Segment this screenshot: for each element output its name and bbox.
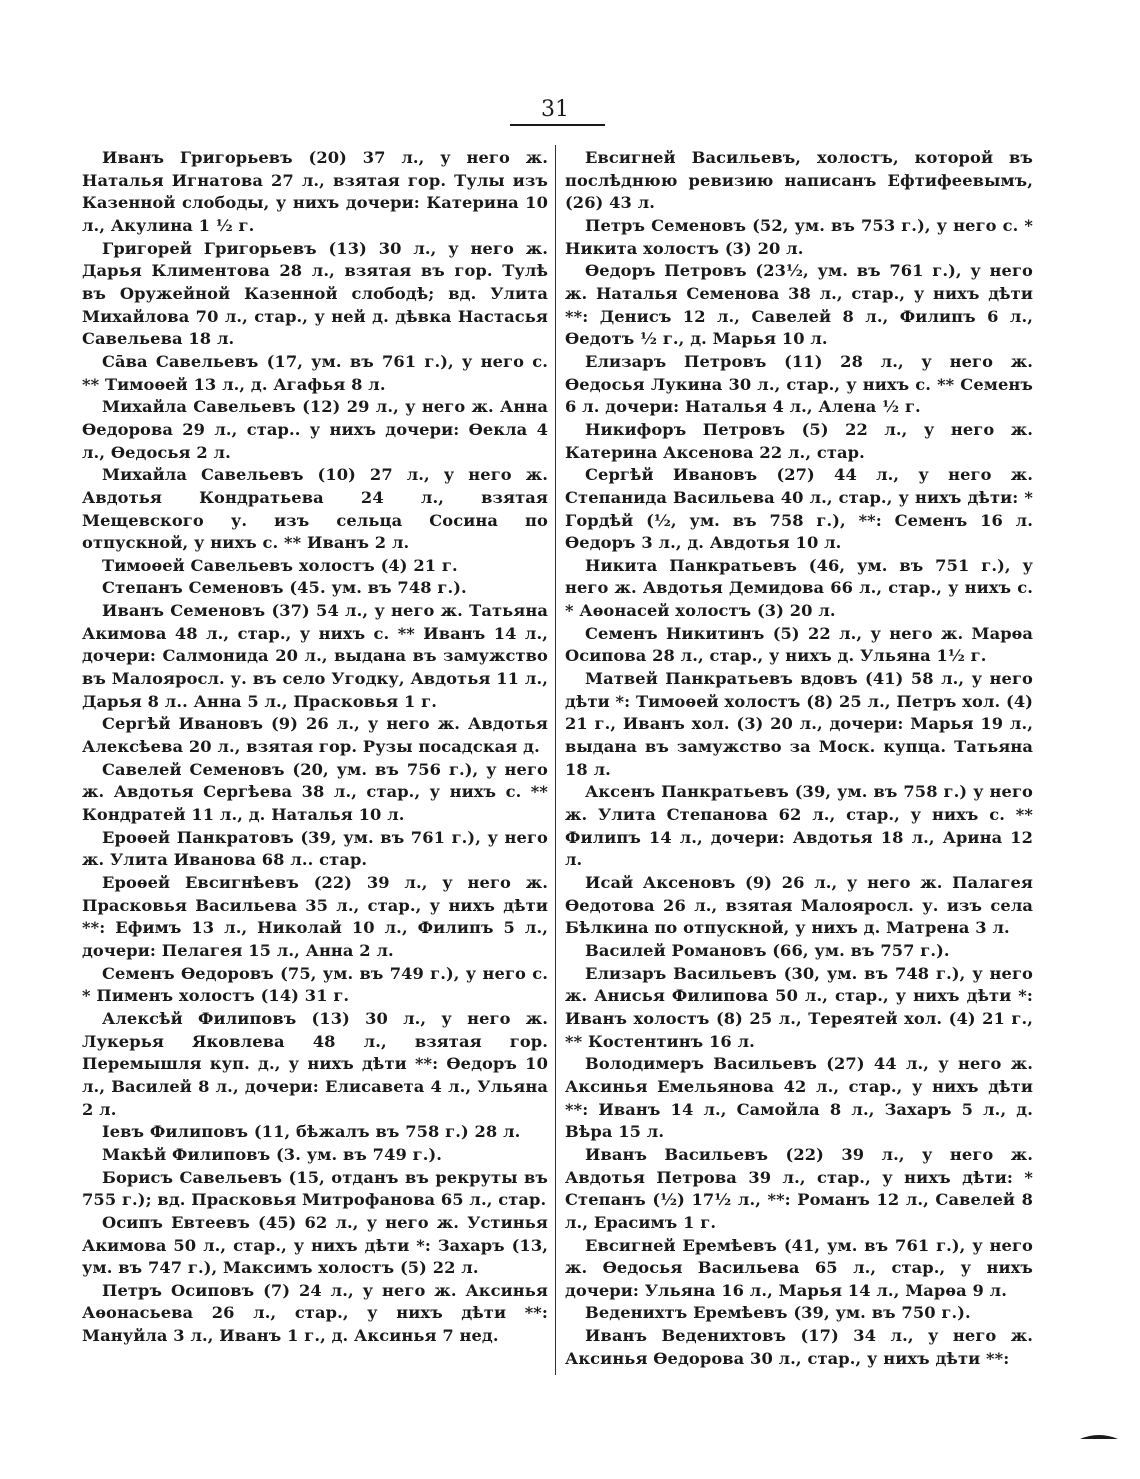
census-entry: Никита Панкратьевъ (46, ум. въ 751 г.), у него ж. Авдотья Демидова 66 л., стар., у нихъ с. * Аѳонасей холостъ (3) 20 л. [565,555,1033,621]
census-entry: Ѳедоръ Петровъ (23½, ум. въ 761 г.), у него ж. Наталья Семенова 38 л., стар., у нихъ дѣти **: Денисъ 12 л., Савелей 8 л., Филипъ 6 л., Ѳедотъ ½ г., д. Марья 10 л. [565,261,1033,349]
end-ornament-icon [1080,1433,1118,1441]
census-entry: Михайла Савельевъ (10) 27 л., у него ж. Авдотья Кондратьева 24 л., взятая Мещевского у. изъ сельца Сосина по отпускной, у нихъ с. ** Иванъ 2 л. [82,465,548,553]
census-entry: Евсигней Васильевъ, холостъ, которой въ послѣднюю ревизию написанъ Ефтифеевымъ, (26) 43 л. [565,148,1033,213]
right-column [565,147,1033,1370]
census-entry: Никифоръ Петровъ (5) 22 л., у него ж. Катерина Аксенова 22 л., стар. [565,419,1033,462]
census-entry: Иванъ Веденихтовъ (17) 34 л., у него ж. Аксинья Ѳедорова 30 л., стар., у нихъ дѣти **: [565,1326,1033,1368]
census-entry: Ероѳей Евсигнѣевъ (22) 39 л., у него ж. Прасковья Васильева 35 л., стар., у нихъ дѣти **: Ефимъ 13 л., Николай 10 л., Филипъ 5 л., дочери: Пелагея 15 л., Анна 2 л. [82,873,548,960]
column-divider [555,145,556,1375]
census-entry: Иванъ Васильевъ (22) 39 л., у него ж. Авдотья Петрова 39 л., стар., у нихъ дѣти: * Степанъ (½) 17½ л., **: Романъ 12 л., Савелей 8 л., Ерасимъ 1 г. [565,1144,1033,1232]
census-entry: Петръ Осиповъ (7) 24 л., у него ж. Аксинья Аѳонасьева 26 л., стар., у нихъ дѣти **: Мануйла 3 л., Иванъ 1 г., д. Аксинья 7 нед. [82,1280,548,1346]
census-entry: Веденихтъ Еремѣевъ (39, ум. въ 750 г.). [585,1303,971,1323]
census-entry: Iевъ Филиповъ (11, бѣжалъ въ 758 г.) 28 л. [102,1122,521,1142]
header-rule [510,124,605,126]
census-entry: Борисъ Савельевъ (15, отданъ въ рекруты въ 755 г.); вд. Прасковья Митрофанова 65 л., стар. [82,1167,548,1210]
census-entry: Степанъ Семеновъ (45. ум. въ 748 г.). [102,578,467,598]
census-entry: Сергѣй Ивановъ (27) 44 л., у него ж. Степанида Васильева 40 л., стар., у нихъ дѣти: * Гордѣй (½, ум. въ 758 г.), **: Семенъ 16 л. Ѳедоръ 3 л., д. Авдотья 10 л. [565,465,1033,553]
census-entry: Василей Романовъ (66, ум. въ 757 г.). [585,940,950,960]
census-entry: Евсигней Еремѣевъ (41, ум. въ 761 г.), у него ж. Ѳедосья Васильева 65 л., стар., у нихъ дочери: Ульяна 16 л., Марья 14 л., Марѳа 9 л. [565,1235,1033,1300]
census-entry: Тимоѳей Савельевъ холостъ (4) 21 г. [102,555,458,575]
page-number: 31 [541,97,569,122]
census-entry: Петръ Семеновъ (52, ум. въ 753 г.), у него с. * Никита холостъ (3) 20 л. [565,215,1033,258]
census-entry: Аксенъ Панкратьевъ (39, ум. въ 758 г.) у него ж. Улита Степанова 62 л., стар., у нихъ с. ** Филипъ 14 л., дочери: Авдотья 18 л., Арина 12 л. [565,782,1033,870]
census-entry: Володимеръ Васильевъ (27) 44 л., у него ж. Аксинья Емельянова 42 л., стар., у нихъ дѣти **: Иванъ 14 л., Самойла 8 л., Захаръ 5 л., д. Вѣра 15 л. [565,1054,1033,1142]
census-entry: Иванъ Семеновъ (37) 54 л., у него ж. Татьяна Акимова 48 л., стар., у нихъ с. ** Иванъ 14 л., дочери: Салмонида 20 л., выдана въ замужство въ Малояросл. у. въ село Угодку, Авдотья 11 л., Дарья 8 л.. Анна 5 л., Прасковья 1 г. [82,601,548,711]
census-entry: Макѣй Филиповъ (3. ум. въ 749 г.). [102,1144,443,1164]
census-entry: Осипъ Евтеевъ (45) 62 л., у него ж. Устинья Акимова 50 л., стар., у нихъ дѣти *: Захаръ (13, ум. въ 747 г.), Максимъ холостъ (5) 22 л. [82,1212,548,1278]
census-entry: Григорей Григорьевъ (13) 30 л., у него ж. Дарья Климентова 28 л., взятая въ гор. Тулѣ въ Оружейной Казенной слободѣ; вд. Улита Михайлова 70 л., стар., у ней д. дѣвка Настасья Савельева 18 л. [82,238,548,349]
census-entry: Сергѣй Ивановъ (9) 26 л., у него ж. Авдотья Алексѣева 20 л., взятая гор. Рузы посадская д. [82,714,548,757]
census-entry: Савелей Семеновъ (20, ум. въ 756 г.), у него ж. Авдотья Сергѣева 38 л., стар., у нихъ с. ** Кондратей 11 л., д. Наталья 10 л. [82,759,548,825]
census-entry: Иванъ Григорьевъ (20) 37 л., у него ж. Наталья Игнатова 27 л., взятая гор. Тулы изъ Казенной слободы, у нихъ дочери: Катерина 10 л., Акулина 1 ½ г. [82,148,548,235]
census-entry: Матвей Панкратьевъ вдовъ (41) 58 л., у него дѣти *: Тимоѳей холостъ (8) 25 л., Петръ хол. (4) 21 г., Иванъ хол. (3) 20 л., дочери: Марья 19 л., выдана въ замужство за Моск. купца. Татьяна 18 л. [565,669,1034,779]
census-entry: Алексѣй Филиповъ (13) 30 л., у него ж. Лукерья Яковлева 48 л., взятая гор. Перемышля куп. д., у нихъ дѣти **: Ѳедоръ 10 л., Василей 8 л., дочери: Елисавета 4 л., Ульяна 2 л. [82,1008,548,1119]
census-entry: Семенъ Никитинъ (5) 22 л., у него ж. Марѳа Осипова 28 л., стар., у нихъ д. Ульяна 1½ г. [565,623,1033,666]
left-column [82,147,548,1348]
census-entry: Елизаръ Петровъ (11) 28 л., у него ж. Ѳедосья Лукина 30 л., стар., у нихъ с. ** Семенъ 6 л. дочери: Наталья 4 л., Алена ½ г. [565,351,1033,417]
census-entry: Семенъ Ѳедоровъ (75, ум. въ 749 г.), у него с. * Пименъ холостъ (14) 31 г. [82,963,548,1006]
census-entry: Исай Аксеновъ (9) 26 л., у него ж. Палагея Ѳедотова 26 л., взятая Малояросл. у. изъ села Бѣлкина по отпускной, у нихъ д. Матрена 3 л. [565,873,1033,938]
census-entry: Елизаръ Васильевъ (30, ум. въ 748 г.), у него ж. Анисья Филипова 50 л., стар., у нихъ дѣти *: Иванъ холостъ (8) 25 л., Тереятей хол. (4) 21 г., ** Костентинъ 16 л. [565,963,1033,1051]
census-entry: Сāва Савельевъ (17, ум. въ 761 г.), у него с. ** Тимоѳей 13 л., д. Агафья 8 л. [82,351,548,394]
census-entry: Ероѳей Панкратовъ (39, ум. въ 761 г.), у него ж. Улита Иванова 68 л.. стар. [82,827,548,870]
census-entry: Михайла Савельевъ (12) 29 л., у него ж. Анна Ѳедорова 29 л., стар.. у нихъ дочери: Ѳекла 4 л., Ѳедосья 2 л. [82,397,548,462]
